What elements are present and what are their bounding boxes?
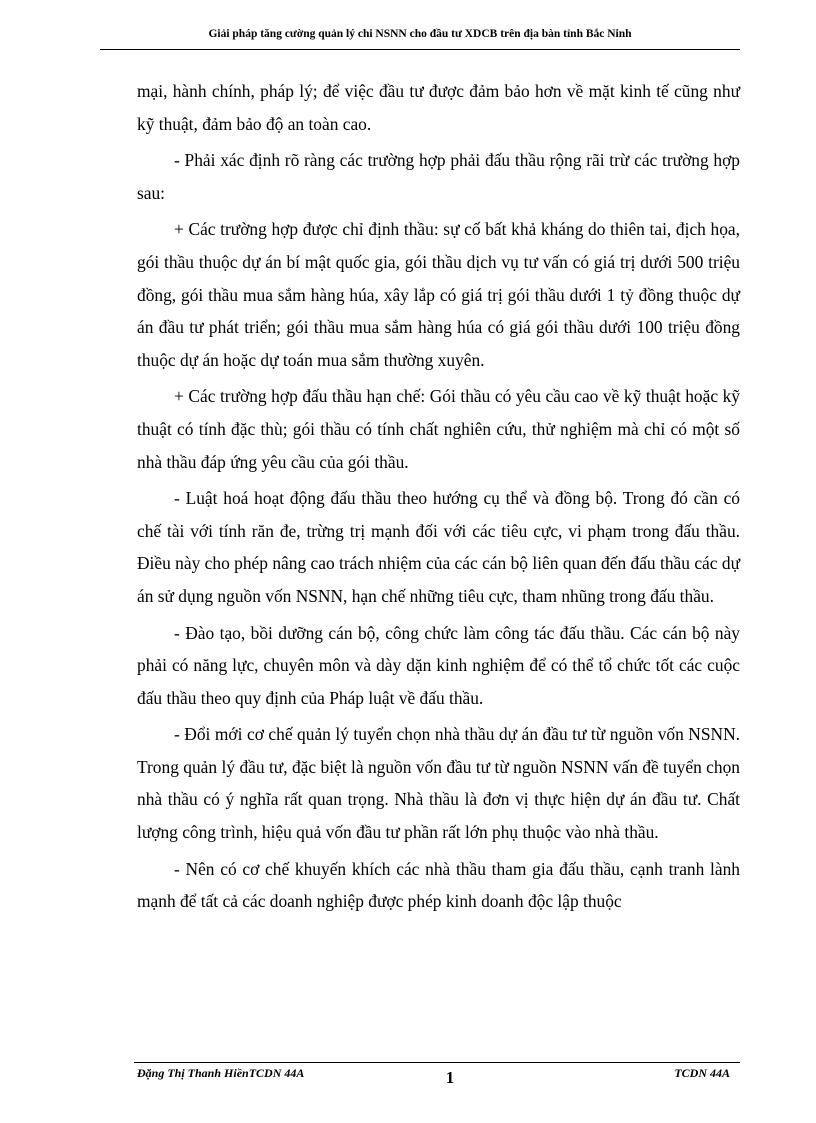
paragraph-restricted-bidding: + Các trường hợp đấu thầu hạn chế: Gói thầu có yêu cầu cao về kỹ thuật hoặc kỹ thuật có tính đặc thù; gói thầu có tính chất nghiên cứu, thử nghiệm mà chỉ có một số nhà thầu đáp ứng yêu cầu của gói thầu. (137, 386, 740, 472)
paragraph-bidding-cases: - Phải xác định rõ ràng các trường hợp phải đấu thầu rộng rãi trừ các trường hợp sau: (137, 150, 740, 203)
page-number: 1 (445, 1068, 455, 1087)
paragraph-contractor-selection: - Đổi mới cơ chế quản lý tuyển chọn nhà thầu dự án đầu tư từ nguồn vốn NSNN. Trong quản lý đầu tư, đặc biệt là nguồn vốn đầu tư từ nguồn NSNN vấn đề tuyển chọn nhà thầu có ý nghĩa rất quan trọng. Nhà thầu là đơn vị thực hiện dự án đầu tư. Chất lượng công trình, hiệu quả vốn đầu tư phần rất lớn phụ thuộc vào nhà thầu. (137, 724, 740, 843)
paragraph-direct-appointment: + Các trường hợp được chỉ định thầu: sự cố bất khả kháng do thiên tai, địch họa, gói thầu thuộc dự án bí mật quốc gia, gói thầu dịch vụ tư vấn có giá trị dưới 500 triệu đồng, gói thầu mua sắm hàng húa, xây lắp có giá trị gói thầu dưới 1 tỷ đồng thuộc dự án đầu tư phát triển; gói thầu mua sắm hàng húa có giá gói thầu dưới 100 triệu đồng thuộc dự án hoặc dự toán mua sắm thường xuyên. (137, 219, 740, 370)
paragraph-training-staff: - Đào tạo, bồi dưỡng cán bộ, công chức làm công tác đấu thầu. Các cán bộ này phải có năng lực, chuyên môn và dày dặn kinh nghiệm để có thể tổ chức tốt các cuộc đấu thầu theo quy định của Pháp luật về đấu thầu. (137, 622, 740, 708)
paragraph-continuation: mại, hành chính, pháp lý; để việc đầu tư được đảm bảo hơn về mặt kinh tế cũng như kỹ thuật, đảm bảo độ an toàn cao. (137, 81, 740, 134)
footer-author: Đặng Thị Thanh HiềnTCDN 44A (137, 1066, 305, 1080)
paragraph-encourage-contractors: - Nên có cơ chế khuyến khích các nhà thầu tham gia đấu thầu, cạnh tranh lành mạnh để tất cả các doanh nghiệp được phép kinh doanh độc lập thuộc (137, 858, 740, 912)
footer-class-code: TCDN 44A (674, 1066, 730, 1080)
paragraph-legalize-bidding: - Luật hoá hoạt động đấu thầu theo hướng cụ thể và đồng bộ. Trong đó cần có chế tài với tính răn đe, trừng trị mạnh đối với các tiêu cực, vi phạm trong đấu thầu. Điều này cho phép nâng cao trách nhiệm của các cán bộ liên quan đến đấu thầu các dự án sử dụng nguồn vốn NSNN, hạn chế những tiêu cực, tham nhũng trong đấu thầu. (137, 488, 740, 606)
header-divider (100, 49, 740, 50)
document-body (137, 75, 740, 918)
running-header: Giải pháp tăng cường quản lý chi NSNN cho đầu tư XDCB trên địa bàn tỉnh Bắc Ninh (208, 28, 632, 40)
footer-divider (134, 1062, 740, 1063)
